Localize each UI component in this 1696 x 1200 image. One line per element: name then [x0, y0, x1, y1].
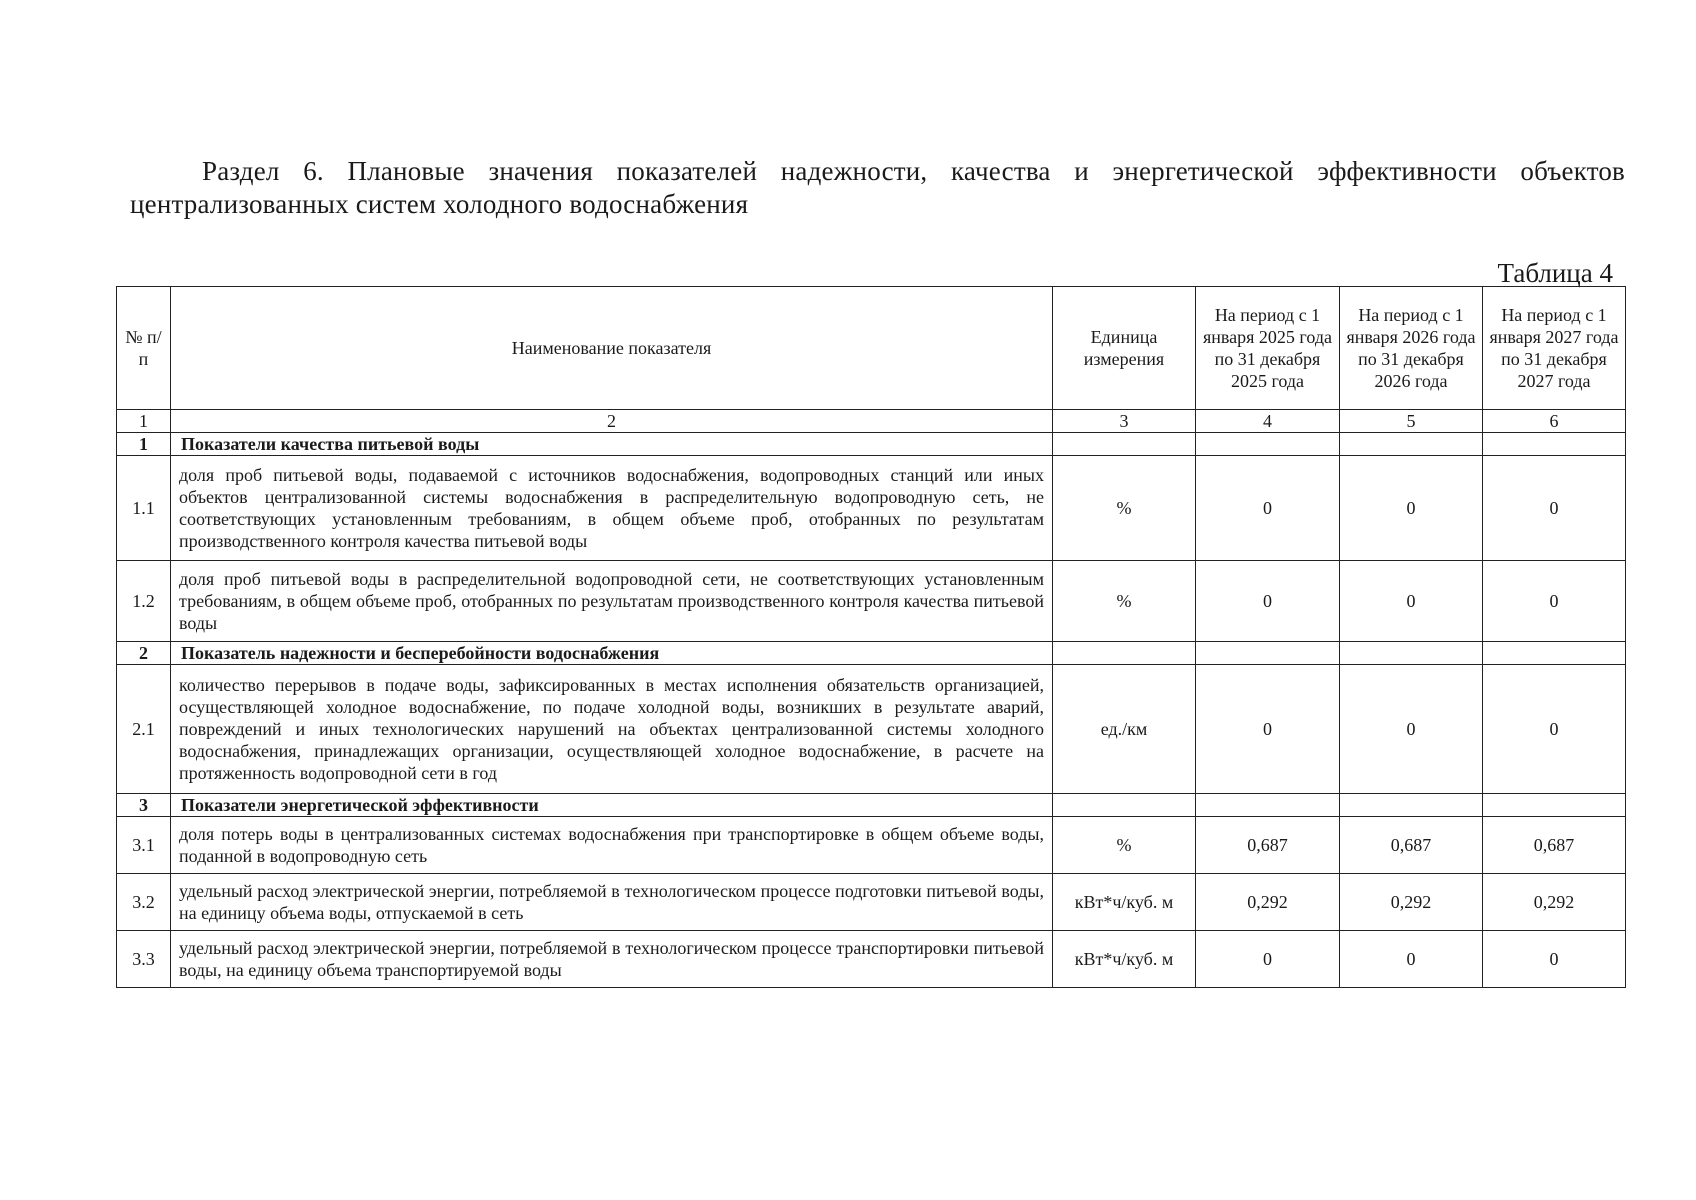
row-num: 1.2	[117, 561, 171, 642]
empty-cell	[1053, 794, 1196, 817]
column-index: 5	[1340, 410, 1483, 433]
table-row	[117, 817, 1626, 874]
column-index: 2	[171, 410, 1053, 433]
section-title: Показатели качества питьевой воды	[171, 433, 1053, 456]
empty-cell	[1196, 794, 1340, 817]
value-2027: 0	[1483, 931, 1626, 988]
row-num: 3.3	[117, 931, 171, 988]
header-period-2027: На период с 1 января 2027 года по 31 декабря 2027 года	[1483, 287, 1626, 410]
column-index: 4	[1196, 410, 1340, 433]
indicator-name: количество перерывов в подаче воды, зафиксированных в местах исполнения обязательств организацией, осуществляющей холодное водоснабжение, по подаче холодной воды, возникших в результате аварий, повреждений и иных технологических нарушений на объектах централизованной системы холодного водоснабжения, принадлежащих организации, осуществляющей холодное водоснабжение, в расчете на протяженность водопроводной сети в год	[171, 665, 1053, 794]
column-index: 1	[117, 410, 171, 433]
header-period-2026: На период с 1 января 2026 года по 31 декабря 2026 года	[1340, 287, 1483, 410]
empty-cell	[1053, 433, 1196, 456]
column-index: 6	[1483, 410, 1626, 433]
header-unit: Единица измерения	[1053, 287, 1196, 410]
unit-cell: %	[1053, 817, 1196, 874]
section-row	[117, 794, 1626, 817]
table-label: Таблица 4	[1497, 258, 1613, 288]
indicator-name: доля потерь воды в централизованных системах водоснабжения при транспортировке в общем объеме воды, поданной в водопроводную сеть	[171, 817, 1053, 874]
value-2027: 0	[1483, 665, 1626, 794]
empty-cell	[1483, 794, 1626, 817]
indicator-name: удельный расход электрической энергии, потребляемой в технологическом процессе транспортировки питьевой воды, на единицу объема транспортируемой воды	[171, 931, 1053, 988]
section-row	[117, 433, 1626, 456]
empty-cell	[1340, 642, 1483, 665]
column-index-row	[117, 410, 1626, 433]
value-2025: 0	[1196, 665, 1340, 794]
section-title: Показатель надежности и бесперебойности водоснабжения	[171, 642, 1053, 665]
value-2026: 0	[1340, 665, 1483, 794]
value-2027: 0,687	[1483, 817, 1626, 874]
section-num: 1	[117, 433, 171, 456]
table-row	[117, 665, 1626, 794]
header-num: № п/п	[117, 287, 171, 410]
unit-cell: кВт*ч/куб. м	[1053, 874, 1196, 931]
value-2026: 0	[1340, 931, 1483, 988]
section-num: 2	[117, 642, 171, 665]
row-num: 1.1	[117, 456, 171, 561]
empty-cell	[1196, 642, 1340, 665]
empty-cell	[1483, 642, 1626, 665]
indicators-table	[116, 286, 1626, 988]
header-row	[117, 287, 1626, 410]
value-2025: 0	[1196, 561, 1340, 642]
value-2025: 0,292	[1196, 874, 1340, 931]
table-row	[117, 456, 1626, 561]
unit-cell: кВт*ч/куб. м	[1053, 931, 1196, 988]
table-row	[117, 561, 1626, 642]
indicator-name: доля проб питьевой воды в распределительной водопроводной сети, не соответствующих установленным требованиям, в общем объеме проб, отобранных по результатам производственного контроля качества питьевой воды	[171, 561, 1053, 642]
indicator-name: доля проб питьевой воды, подаваемой с источников водоснабжения, водопроводных станций или иных объектов централизованной системы водоснабжения в распределительную водопроводную сеть, не соответствующих установленным требованиям, в общем объеме проб, отобранных по результатам производственного контроля качества питьевой воды	[171, 456, 1053, 561]
unit-cell: %	[1053, 561, 1196, 642]
header-name: Наименование показателя	[171, 287, 1053, 410]
row-num: 3.1	[117, 817, 171, 874]
value-2026: 0,292	[1340, 874, 1483, 931]
section-title: Показатели энергетической эффективности	[171, 794, 1053, 817]
row-num: 3.2	[117, 874, 171, 931]
section-heading: Раздел 6. Плановые значения показателей надежности, качества и энергетической эффективности объектов централизованных систем холодного водоснабжения	[130, 156, 1625, 219]
value-2027: 0,292	[1483, 874, 1626, 931]
empty-cell	[1053, 642, 1196, 665]
empty-cell	[1483, 433, 1626, 456]
table-row	[117, 931, 1626, 988]
value-2027: 0	[1483, 561, 1626, 642]
section-row	[117, 642, 1626, 665]
unit-cell: ед./км	[1053, 665, 1196, 794]
row-num: 2.1	[117, 665, 171, 794]
value-2026: 0	[1340, 456, 1483, 561]
column-index: 3	[1053, 410, 1196, 433]
value-2026: 0,687	[1340, 817, 1483, 874]
value-2025: 0	[1196, 456, 1340, 561]
header-period-2025: На период с 1 января 2025 года по 31 декабря 2025 года	[1196, 287, 1340, 410]
unit-cell: %	[1053, 456, 1196, 561]
empty-cell	[1340, 433, 1483, 456]
table-row	[117, 874, 1626, 931]
value-2026: 0	[1340, 561, 1483, 642]
value-2025: 0	[1196, 931, 1340, 988]
section-num: 3	[117, 794, 171, 817]
value-2027: 0	[1483, 456, 1626, 561]
indicator-name: удельный расход электрической энергии, потребляемой в технологическом процессе подготовки питьевой воды, на единицу объема воды, отпускаемой в сеть	[171, 874, 1053, 931]
empty-cell	[1196, 433, 1340, 456]
value-2025: 0,687	[1196, 817, 1340, 874]
empty-cell	[1340, 794, 1483, 817]
